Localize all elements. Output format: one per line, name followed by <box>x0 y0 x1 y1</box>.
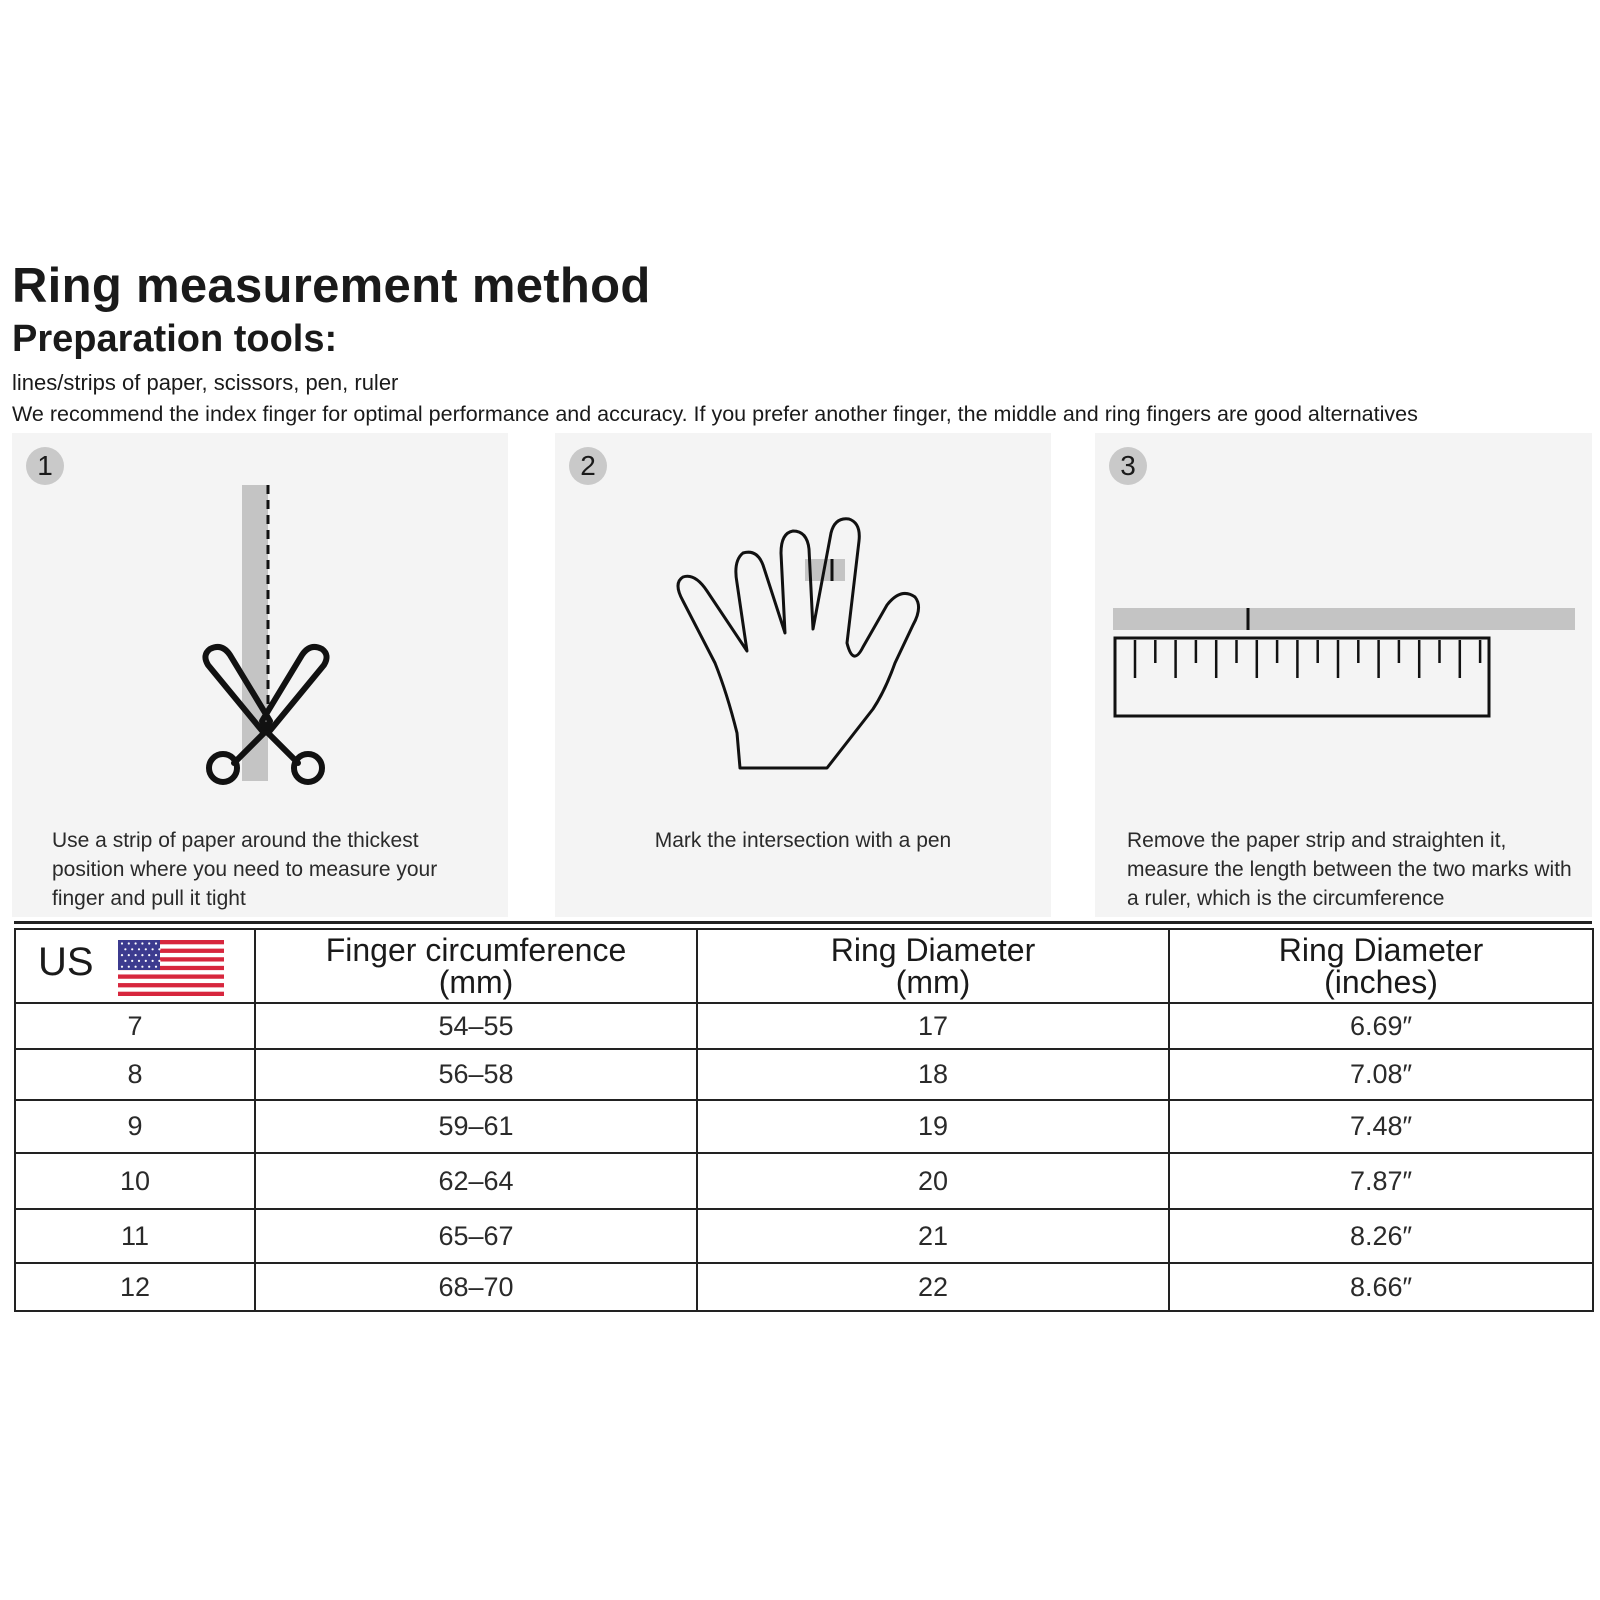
flag-star <box>138 960 140 962</box>
flag-star <box>145 960 147 962</box>
flag-star <box>141 966 143 968</box>
header-us <box>15 929 255 1003</box>
flag-star <box>148 966 150 968</box>
ruler-icon <box>1095 433 1592 823</box>
cell-us-size: 12 <box>15 1263 255 1311</box>
cell-diameter-mm: 20 <box>697 1153 1169 1209</box>
flag-star <box>131 960 133 962</box>
cell-diameter-in: 8.26″ <box>1169 1209 1593 1263</box>
header-diameter-mm-unit: (mm) <box>895 964 971 1000</box>
flag-star <box>124 960 126 962</box>
scissors-icon <box>12 433 508 823</box>
header-diameter-in-unit: (inches) <box>1324 964 1438 1000</box>
step-caption: Use a strip of paper around the thickest position where you need to measure your finger and pull it tight <box>52 829 438 910</box>
flag-stripe <box>118 992 224 996</box>
us-label: US <box>38 940 94 984</box>
header-diameter-in <box>1169 929 1593 1003</box>
cell-diameter-in: 7.48″ <box>1169 1100 1593 1153</box>
cell-us-size: 10 <box>15 1153 255 1209</box>
header-diameter-mm <box>697 929 1169 1003</box>
flag-stripe <box>118 983 224 988</box>
page-title: Ring measurement method <box>12 259 651 313</box>
flag-stripe <box>118 987 224 992</box>
table-row <box>15 1049 1593 1100</box>
cell-circumference: 68–70 <box>255 1263 697 1311</box>
flag-star <box>141 954 143 956</box>
table-row <box>15 1003 1593 1049</box>
cell-us-size: 8 <box>15 1049 255 1100</box>
header-circumference <box>255 929 697 1003</box>
header-diameter-in-label: Ring Diameter <box>1278 932 1484 968</box>
flag-star <box>148 954 150 956</box>
table-row <box>15 1100 1593 1153</box>
table-header-row <box>15 929 1593 1003</box>
flag-star <box>121 966 123 968</box>
header-diameter-mm-label: Ring Diameter <box>830 932 1036 968</box>
cell-circumference: 59–61 <box>255 1100 697 1153</box>
cell-us-size: 7 <box>15 1003 255 1049</box>
cell-circumference: 62–64 <box>255 1153 697 1209</box>
flag-star <box>155 942 157 944</box>
cell-diameter-mm: 19 <box>697 1100 1169 1153</box>
us-flag-icon <box>118 940 224 996</box>
step-1-panel <box>12 433 508 917</box>
cell-diameter-in: 7.08″ <box>1169 1049 1593 1100</box>
cell-us-size: 9 <box>15 1100 255 1153</box>
step-2-panel <box>555 433 1051 917</box>
step-number-badge: 2 <box>569 447 607 485</box>
step-number-badge: 3 <box>1109 447 1147 485</box>
cell-diameter-mm: 17 <box>697 1003 1169 1049</box>
flag-star <box>135 954 137 956</box>
flag-star <box>138 948 140 950</box>
step-caption: Remove the paper strip and straighten it, measure the length between the two marks with a ruler, which is the circumference <box>1127 829 1572 910</box>
cell-diameter-in: 8.66″ <box>1169 1263 1593 1311</box>
flag-star <box>145 948 147 950</box>
flag-star <box>155 966 157 968</box>
flag-star <box>121 942 123 944</box>
flag-star <box>128 954 130 956</box>
cell-diameter-in: 7.87″ <box>1169 1153 1593 1209</box>
flag-star <box>121 954 123 956</box>
flag-star <box>135 942 137 944</box>
hand-icon <box>555 433 1051 823</box>
cell-diameter-in: 6.69″ <box>1169 1003 1593 1049</box>
flag-star <box>135 966 137 968</box>
flag-star <box>158 960 160 962</box>
flag-star <box>124 948 126 950</box>
flag-star <box>128 966 130 968</box>
ring-size-table <box>14 928 1594 1312</box>
flag-star <box>128 942 130 944</box>
recommendation-text: We recommend the index finger for optimal performance and accuracy. If you prefer another finger, the middle and ring fingers are good alternatives <box>12 402 1418 426</box>
table-top-rule <box>14 921 1592 924</box>
header-circumference-unit: (mm) <box>438 964 514 1000</box>
flag-star <box>152 948 154 950</box>
table-row <box>15 1153 1593 1209</box>
table-row <box>15 1209 1593 1263</box>
flag-star <box>152 960 154 962</box>
header-circumference-label: Finger circumference <box>325 932 627 968</box>
cell-circumference: 65–67 <box>255 1209 697 1263</box>
cell-diameter-mm: 18 <box>697 1049 1169 1100</box>
step-number-badge: 1 <box>26 447 64 485</box>
tools-list: lines/strips of paper, scissors, pen, ruler <box>12 370 399 395</box>
flag-star <box>131 948 133 950</box>
flag-stripe <box>118 974 224 979</box>
step-caption: Mark the intersection with a pen <box>654 829 952 852</box>
flag-star <box>155 954 157 956</box>
cell-diameter-mm: 22 <box>697 1263 1169 1311</box>
flag-stripe <box>118 979 224 984</box>
cell-circumference: 54–55 <box>255 1003 697 1049</box>
flag-star <box>158 948 160 950</box>
preparation-heading: Preparation tools: <box>12 318 338 360</box>
flag-star <box>148 942 150 944</box>
table-row <box>15 1263 1593 1311</box>
cell-us-size: 11 <box>15 1209 255 1263</box>
flag-star <box>141 942 143 944</box>
cell-diameter-mm: 21 <box>697 1209 1169 1263</box>
flag-stripe <box>118 970 224 975</box>
step-3-panel <box>1095 433 1592 917</box>
cell-circumference: 56–58 <box>255 1049 697 1100</box>
